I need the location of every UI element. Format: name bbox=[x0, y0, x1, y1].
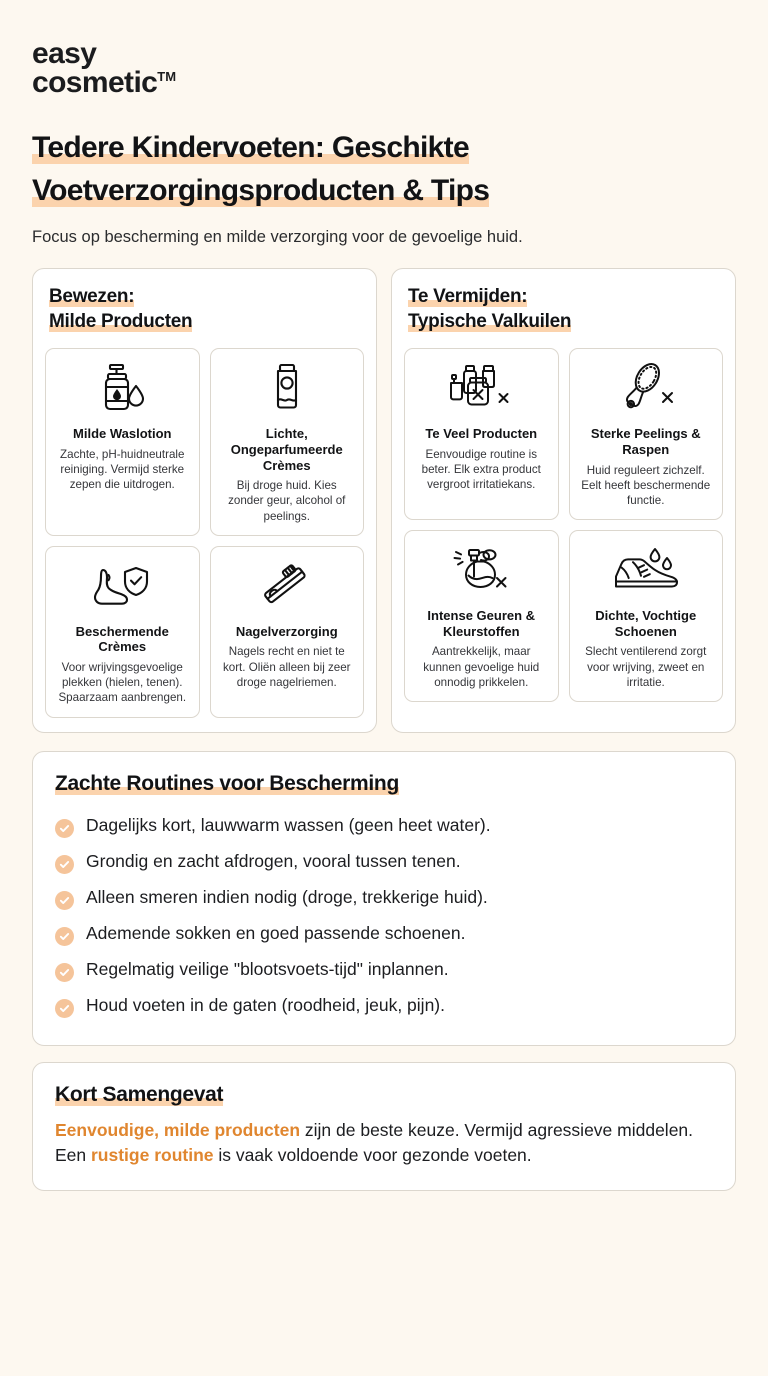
title-line-1: Tedere Kindervoeten: Geschikte bbox=[32, 131, 469, 164]
summary-body bbox=[55, 1118, 713, 1168]
tile-description: Huid reguleert zichzelf. Eelt heeft beschermende functie. bbox=[581, 463, 711, 507]
pump-bottle-droplet-icon bbox=[95, 359, 149, 421]
check-circle-icon bbox=[55, 891, 74, 910]
routines-list bbox=[55, 809, 713, 1025]
column-heading-line-1: Te Vermijden: bbox=[408, 286, 528, 308]
column-heading-line-2: Milde Producten bbox=[49, 311, 193, 333]
summary-emphasis-2: rustige routine bbox=[91, 1144, 214, 1165]
wet-shoe-icon bbox=[610, 541, 682, 603]
logo-word: cosmetic bbox=[32, 65, 158, 99]
check-circle-icon bbox=[55, 855, 74, 874]
column-heading-line-2: Typische Valkuilen bbox=[408, 311, 572, 333]
list-item-text: Grondig en zacht afdrogen, vooral tussen tenen. bbox=[86, 851, 461, 872]
summary-heading-text: Kort Samengevat bbox=[55, 1082, 224, 1106]
list-item bbox=[55, 953, 713, 989]
check-circle-icon bbox=[55, 963, 74, 982]
tile-strong-peelings-rasps[interactable] bbox=[569, 348, 724, 520]
page-subtitle: Focus op bescherming en milde verzorging voor de gevoelige huid. bbox=[32, 228, 523, 247]
list-item-text: Houd voeten in de gaten (roodheid, jeuk, pijn). bbox=[86, 995, 445, 1016]
summary-text-2: is vaak voldoende voor gezonde voeten. bbox=[213, 1144, 532, 1165]
column-card-avoid bbox=[391, 268, 736, 732]
tile-title: Intense Geuren & Kleurstoffen bbox=[427, 607, 536, 639]
foot-rasp-cross-icon bbox=[613, 359, 679, 421]
routines-heading bbox=[55, 770, 713, 797]
column-heading-line-1: Bewezen: bbox=[49, 286, 135, 308]
routines-heading-text: Zachte Routines voor Bescherming bbox=[55, 771, 399, 795]
summary-text-1: zijn de beste keuze. Vermijd agressieve middelen. Een bbox=[55, 1120, 694, 1165]
nail-clipper-icon bbox=[257, 557, 317, 619]
tile-grid-proven bbox=[45, 348, 364, 718]
tile-nail-care[interactable] bbox=[210, 546, 365, 718]
tile-description: Nagels recht en niet te kort. Oliën alleen bij zeer droge nagelriemen. bbox=[222, 645, 351, 689]
list-item-text: Regelmatig veilige "blootsvoets-tijd" inplannen. bbox=[86, 959, 449, 980]
check-circle-icon bbox=[55, 927, 74, 946]
cream-tube-icon bbox=[262, 359, 312, 421]
tile-intense-fragrances-dyes[interactable] bbox=[404, 530, 559, 702]
list-item-text: Ademende sokken en goed passende schoenen. bbox=[86, 923, 466, 944]
summary-heading bbox=[55, 1081, 713, 1108]
trademark-symbol: TM bbox=[157, 68, 177, 84]
list-item-text: Alleen smeren indien nodig (droge, trekkerige huid). bbox=[86, 887, 488, 908]
check-circle-icon bbox=[55, 819, 74, 838]
foot-shield-check-icon bbox=[90, 557, 154, 619]
tile-mild-wash-lotion[interactable] bbox=[45, 348, 200, 536]
list-item bbox=[55, 989, 713, 1025]
list-item bbox=[55, 917, 713, 953]
routines-card bbox=[32, 751, 736, 1046]
tile-title: Beschermende Crèmes bbox=[75, 623, 169, 655]
list-item bbox=[55, 809, 713, 845]
tile-description: Zachte, pH-huidneutrale reiniging. Vermijd sterke zepen die uitdrogen. bbox=[60, 447, 185, 491]
tile-title: Sterke Peelings & Raspen bbox=[590, 425, 701, 457]
tile-description: Aantrekkelijk, maar kunnen gevoelige huid onnodig prikkelen. bbox=[423, 645, 540, 689]
summary-card bbox=[32, 1062, 736, 1191]
tile-closed-damp-shoes[interactable] bbox=[569, 530, 724, 702]
tile-description: Bij droge huid. Kies zonder geur, alcohol of peelings. bbox=[228, 479, 346, 523]
column-card-proven bbox=[32, 268, 377, 732]
tile-title: Nagelverzorging bbox=[235, 623, 338, 639]
perfume-atomizer-cross-icon bbox=[447, 541, 515, 603]
tile-protective-creams[interactable] bbox=[45, 546, 200, 718]
tile-description: Voor wrijvingsgevoelige plekken (hielen, tenen). Spaarzaam aanbrengen. bbox=[58, 661, 187, 705]
logo-line-2 bbox=[32, 65, 177, 99]
check-circle-icon bbox=[55, 999, 74, 1018]
page-title bbox=[32, 127, 736, 212]
list-item bbox=[55, 845, 713, 881]
column-heading-avoid bbox=[404, 285, 723, 334]
list-item bbox=[55, 881, 713, 917]
brand-logo bbox=[32, 37, 736, 99]
tile-title: Milde Waslotion bbox=[73, 425, 172, 441]
tile-too-many-products[interactable] bbox=[404, 348, 559, 520]
tile-description: Eenvoudige routine is beter. Elk extra product vergroot irritatiekans. bbox=[421, 447, 541, 491]
many-bottles-cross-icon bbox=[446, 359, 516, 421]
summary-emphasis-1: Eenvoudige, milde producten bbox=[55, 1120, 301, 1141]
comparison-columns bbox=[32, 268, 736, 732]
tile-title: Te Veel Producten bbox=[425, 425, 538, 441]
tile-description: Slecht ventilerend zorgt voor wrijving, zweet en irritatie. bbox=[585, 645, 707, 689]
tile-title: Lichte, Ongeparfumeerde Crèmes bbox=[230, 425, 343, 473]
tile-light-unscented-creams[interactable] bbox=[210, 348, 365, 536]
logo-line-1: easy bbox=[32, 37, 97, 70]
tile-title: Dichte, Vochtige Schoenen bbox=[595, 607, 697, 639]
column-heading-proven bbox=[45, 285, 364, 334]
title-line-2: Voetverzorgingsproducten & Tips bbox=[32, 173, 490, 207]
list-item-text: Dagelijks kort, lauwwarm wassen (geen heet water). bbox=[86, 815, 491, 836]
tile-grid-avoid bbox=[404, 348, 723, 702]
